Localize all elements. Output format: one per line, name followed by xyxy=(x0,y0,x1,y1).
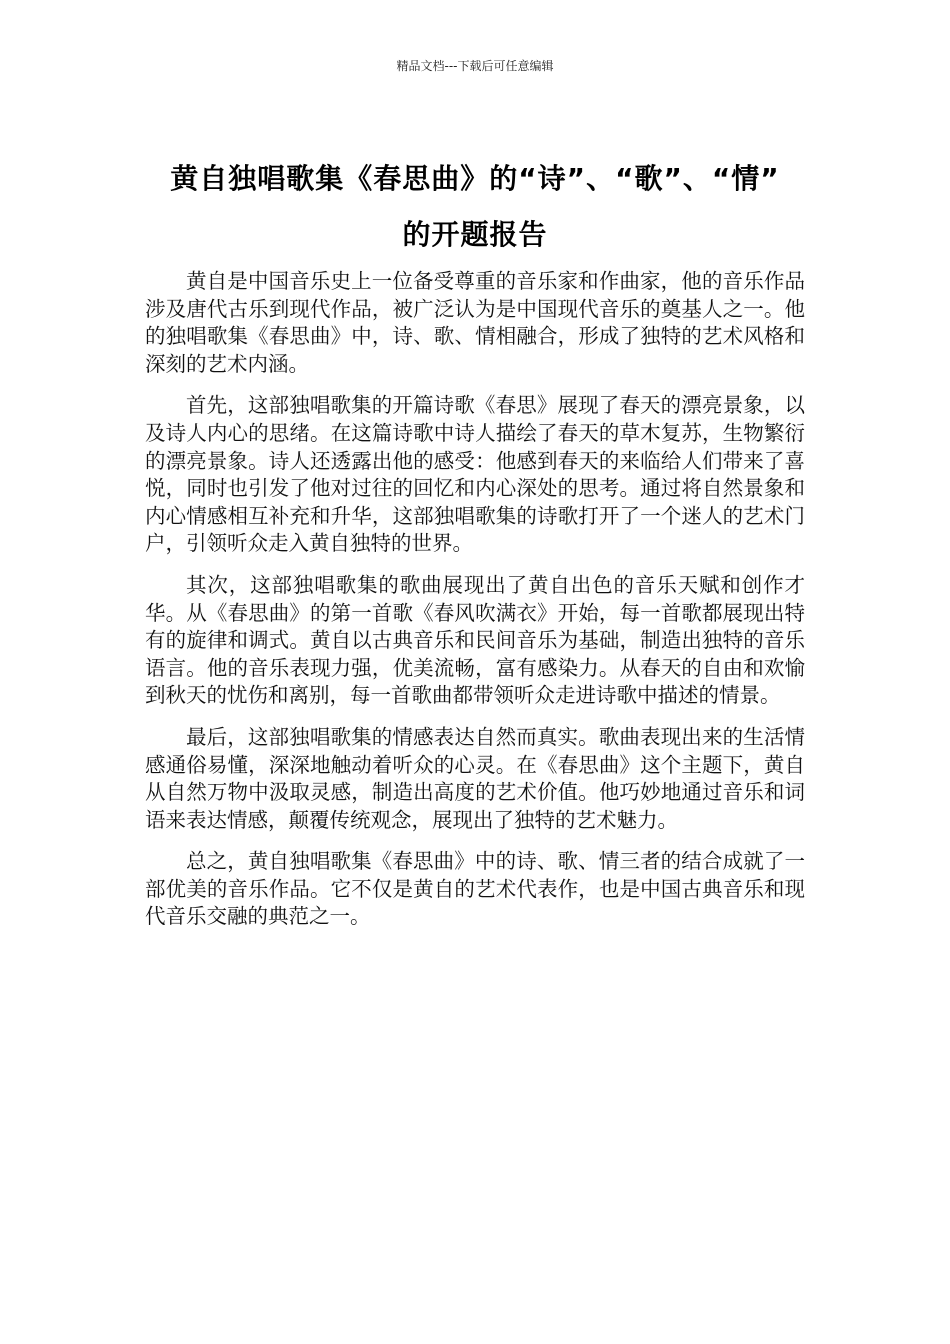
paragraph-conclusion: 总之，黄自独唱歌集《春思曲》中的诗、歌、情三者的结合成就了一部优美的音乐作品。它不仅是黄自的艺术代表作，也是中国古典音乐和现代音乐交融的典范之一。 xyxy=(145,849,805,929)
paragraph-poetry: 首先，这部独唱歌集的开篇诗歌《春思》展现了春天的漂亮景象，以及诗人内心的思绪。在这篇诗歌中诗人描绘了春天的草木复苏，生物繁衍的漂亮景象。诗人还透露出他的感受：他感到春天的来临给人们带来了喜悦，同时也引发了他对过往的回忆和内心深处的思考。通过将自然景象和内心情感相互补充和升华，这部独唱歌集的诗歌打开了一个迷人的艺术门户，引领听众走入黄自独特的世界。 xyxy=(145,393,805,556)
document-title-line-1: 黄自独唱歌集《春思曲》的“诗”、“歌”、“情” xyxy=(170,161,780,195)
paragraph-songs: 其次，这部独唱歌集的歌曲展现出了黄自出色的音乐天赋和创作才华。从《春思曲》的第一首歌《春风吹满衣》开始，每一首歌都展现出特有的旋律和调式。黄自以古典音乐和民间音乐为基础，制造出独特的音乐语言。他的音乐表现力强，优美流畅，富有感染力。从春天的自由和欢愉到秋天的忧伤和离别，每一首歌曲都带领听众走进诗歌中描述的情景。 xyxy=(145,572,805,708)
page-header: 精品文档---下载后可任意编辑 xyxy=(396,59,554,73)
paragraph-emotion: 最后，这部独唱歌集的情感表达自然而真实。歌曲表现出来的生活情感通俗易懂，深深地触动着听众的心灵。在《春思曲》这个主题下，黄自从自然万物中汲取灵感，制造出高度的艺术价值。他巧妙地通过音乐和词语来表达情感，颠覆传统观念，展现出了独特的艺术魅力。 xyxy=(145,724,805,832)
document-body xyxy=(145,268,805,945)
document-title xyxy=(130,151,820,263)
document-title-line-2: 的开题报告 xyxy=(402,217,548,251)
paragraph-intro: 黄自是中国音乐史上一位备受尊重的音乐家和作曲家，他的音乐作品涉及唐代古乐到现代作品，被广泛认为是中国现代音乐的奠基人之一。他的独唱歌集《春思曲》中，诗、歌、情相融合，形成了独特的艺术风格和深刻的艺术内涵。 xyxy=(145,269,805,376)
